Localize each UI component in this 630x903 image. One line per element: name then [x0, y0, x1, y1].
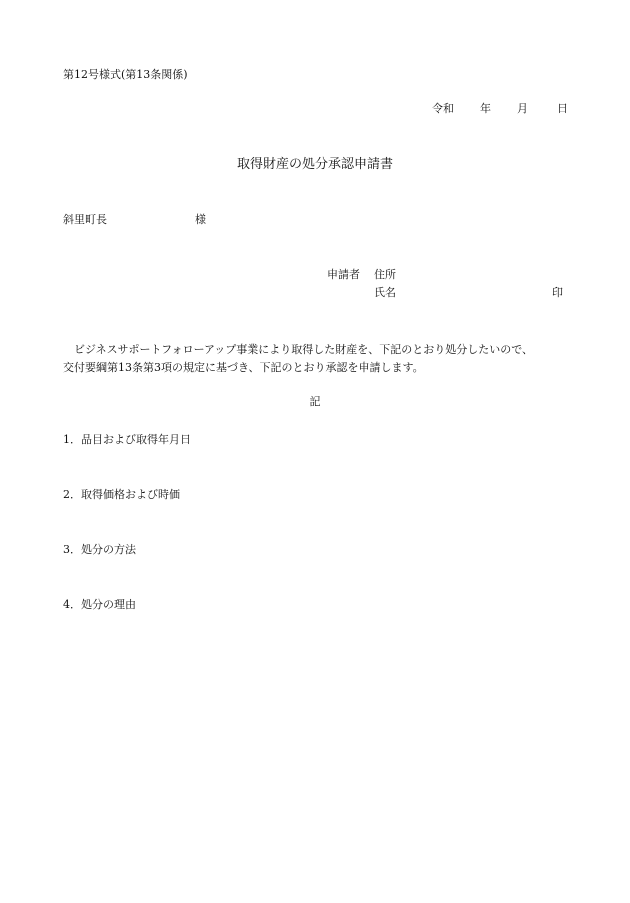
body-paragraph [63, 341, 573, 377]
addressee-honorific: 様 [195, 213, 206, 226]
ki-label: 記 [309, 395, 321, 408]
date-month: 月 [517, 102, 528, 115]
body-line-1: ビジネスサポートフォローアップ事業により取得した財産を、下記のとおり処分したいので、 [74, 343, 534, 356]
date-line [432, 102, 568, 116]
date-day: 日 [557, 102, 568, 115]
date-year: 年 [480, 102, 491, 115]
body-line-2: 交付要綱第13条第3項の規定に基づき、下記のとおり承認を申請します。 [63, 361, 424, 374]
date-era: 令和 [432, 102, 454, 115]
list-item: 4．処分の理由 [63, 598, 136, 611]
name-label: 氏名 [374, 286, 396, 299]
list-item: 2．取得価格および時価 [63, 488, 180, 501]
addressee-name: 斜里町長 [63, 213, 107, 226]
form-number: 第12号様式(第13条関係) [63, 68, 188, 81]
applicant-label: 申請者 [327, 268, 360, 281]
document-title: 取得財産の処分承認申請書 [236, 157, 393, 172]
address-label: 住所 [374, 268, 396, 281]
addressee [63, 213, 206, 227]
seal-label: 印 [552, 286, 563, 299]
list-item: 3．処分の方法 [63, 543, 136, 556]
list-item: 1．品目および取得年月日 [63, 433, 191, 446]
